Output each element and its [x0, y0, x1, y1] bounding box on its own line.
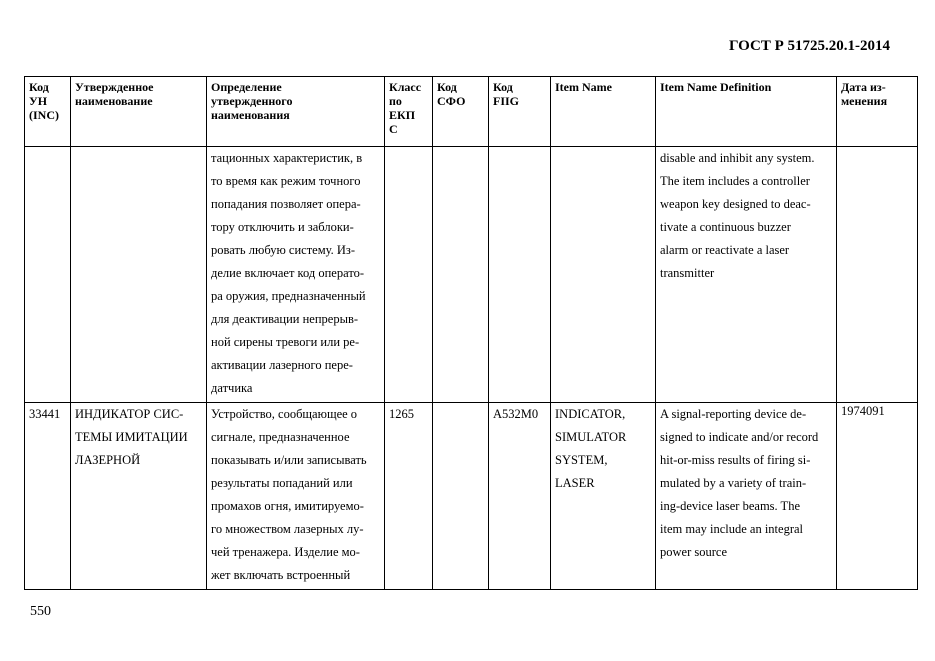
header-text-line: СФО [437, 94, 466, 108]
cell-item-definition [656, 403, 837, 590]
cell-text-line: ЛАЗЕРНОЙ [75, 453, 141, 467]
col-header-fiig [489, 77, 551, 147]
cell-text-line: ing-device laser beams. The [660, 499, 800, 513]
cell-date [837, 147, 918, 403]
cell-text-line: ИНДИКАТОР СИС- [75, 407, 184, 421]
cell-inc: 33441 [25, 403, 71, 590]
header-text-line: Код [437, 80, 457, 94]
cell-text-line: mulated by a variety of train- [660, 476, 807, 490]
col-header-date [837, 77, 918, 147]
cell-text-line: попадания позволяет опера- [211, 197, 361, 211]
cell-text-line: делие включает код операто- [211, 266, 365, 280]
cell-text-line: SIMULATOR [555, 430, 627, 444]
header-text-line: Определение [211, 80, 282, 94]
cell-text-line: результаты попаданий или [211, 476, 353, 490]
header-text-line: Item Name [555, 80, 612, 94]
table-row [25, 147, 918, 403]
header-text-line: (INC) [29, 108, 59, 122]
items-table [24, 76, 918, 590]
col-header-approved-name [71, 77, 207, 147]
cell-approved-name [71, 147, 207, 403]
cell-text-line: жет включать встроенный [211, 568, 351, 582]
cell-item-definition [656, 147, 837, 403]
header-text-line: FIIG [493, 94, 520, 108]
cell-class [385, 147, 433, 403]
cell-text-line: INDICATOR, [555, 407, 626, 421]
cell-class: 1265 [385, 403, 433, 590]
cell-text-line: hit-or-miss results of firing si- [660, 453, 811, 467]
col-header-class [385, 77, 433, 147]
header-text-line: утвержденного [211, 94, 293, 108]
cell-text-line: промахов огня, имитируемо- [211, 499, 364, 513]
cell-text-line: ной сирены тревоги или ре- [211, 335, 360, 349]
col-header-sfo [433, 77, 489, 147]
cell-sfo [433, 147, 489, 403]
cell-text-line: тационных характеристик, в [211, 151, 363, 165]
cell-text-line: tivate a continuous buzzer [660, 220, 791, 234]
header-text-line: Item Name Definition [660, 80, 772, 94]
header-text-line: С [389, 122, 398, 136]
cell-text-line: SYSTEM, [555, 453, 608, 467]
header-text-line: Код [493, 80, 513, 94]
cell-date: 1974091 [837, 403, 918, 590]
cell-text-line: A signal-reporting device de- [660, 407, 807, 421]
cell-item-name [551, 147, 656, 403]
col-header-item-definition [656, 77, 837, 147]
cell-text-line: активации лазерного пере- [211, 358, 353, 372]
cell-text-line: показывать и/или записывать [211, 453, 367, 467]
cell-text-line: ра оружия, предназначенный [211, 289, 366, 303]
header-text-line: наименование [75, 94, 153, 108]
cell-text-line: transmitter [660, 266, 715, 280]
cell-text-line: disable and inhibit any system. [660, 151, 815, 165]
cell-text-line: тору отключить и заблоки- [211, 220, 354, 234]
cell-text-line: ТЕМЫ ИМИТАЦИИ [75, 430, 188, 444]
cell-text-line: чей тренажера. Изделие мо- [211, 545, 360, 559]
header-row [25, 77, 918, 147]
cell-text-line: датчика [211, 381, 253, 395]
cell-text-line: то время как режим точного [211, 174, 361, 188]
col-header-inc [25, 77, 71, 147]
cell-text-line: Устройство, сообщающее о [211, 407, 358, 421]
cell-text-line: alarm or reactivate a laser [660, 243, 790, 257]
cell-text-line: weapon key designed to deac- [660, 197, 811, 211]
cell-text-line: The item includes a controller [660, 174, 810, 188]
cell-text-line: для деактивации непрерыв- [211, 312, 359, 326]
cell-definition [207, 147, 385, 403]
cell-text-line: power source [660, 545, 727, 559]
cell-approved-name [71, 403, 207, 590]
table-row [25, 403, 918, 590]
cell-text-line: signed to indicate and/or record [660, 430, 819, 444]
cell-fiig: A532M0 [489, 403, 551, 590]
cell-text-line: LASER [555, 476, 595, 490]
page-number: 550 [30, 604, 51, 619]
header-text-line: по [389, 94, 402, 108]
standard-header: ГОСТ Р 51725.20.1-2014 [728, 38, 890, 54]
cell-definition [207, 403, 385, 590]
header-text-line: Класс [389, 80, 422, 94]
header-text-line: ЕКП [389, 108, 416, 122]
cell-sfo [433, 403, 489, 590]
cell-text-line: ровать любую систему. Из- [211, 243, 356, 257]
header-text-line: УН [29, 94, 48, 108]
header-text-line: Утвержденное [75, 80, 154, 94]
cell-fiig [489, 147, 551, 403]
cell-text-line: сигнале, предназначенное [211, 430, 350, 444]
cell-text-line: item may include an integral [660, 522, 804, 536]
header-text-line: Код [29, 80, 49, 94]
cell-item-name [551, 403, 656, 590]
header-text-line: менения [841, 94, 888, 108]
col-header-definition [207, 77, 385, 147]
col-header-item-name [551, 77, 656, 147]
cell-inc [25, 147, 71, 403]
header-text-line: наименования [211, 108, 290, 122]
cell-text-line: го множеством лазерных лу- [211, 522, 364, 536]
header-text-line: Дата из- [841, 80, 886, 94]
